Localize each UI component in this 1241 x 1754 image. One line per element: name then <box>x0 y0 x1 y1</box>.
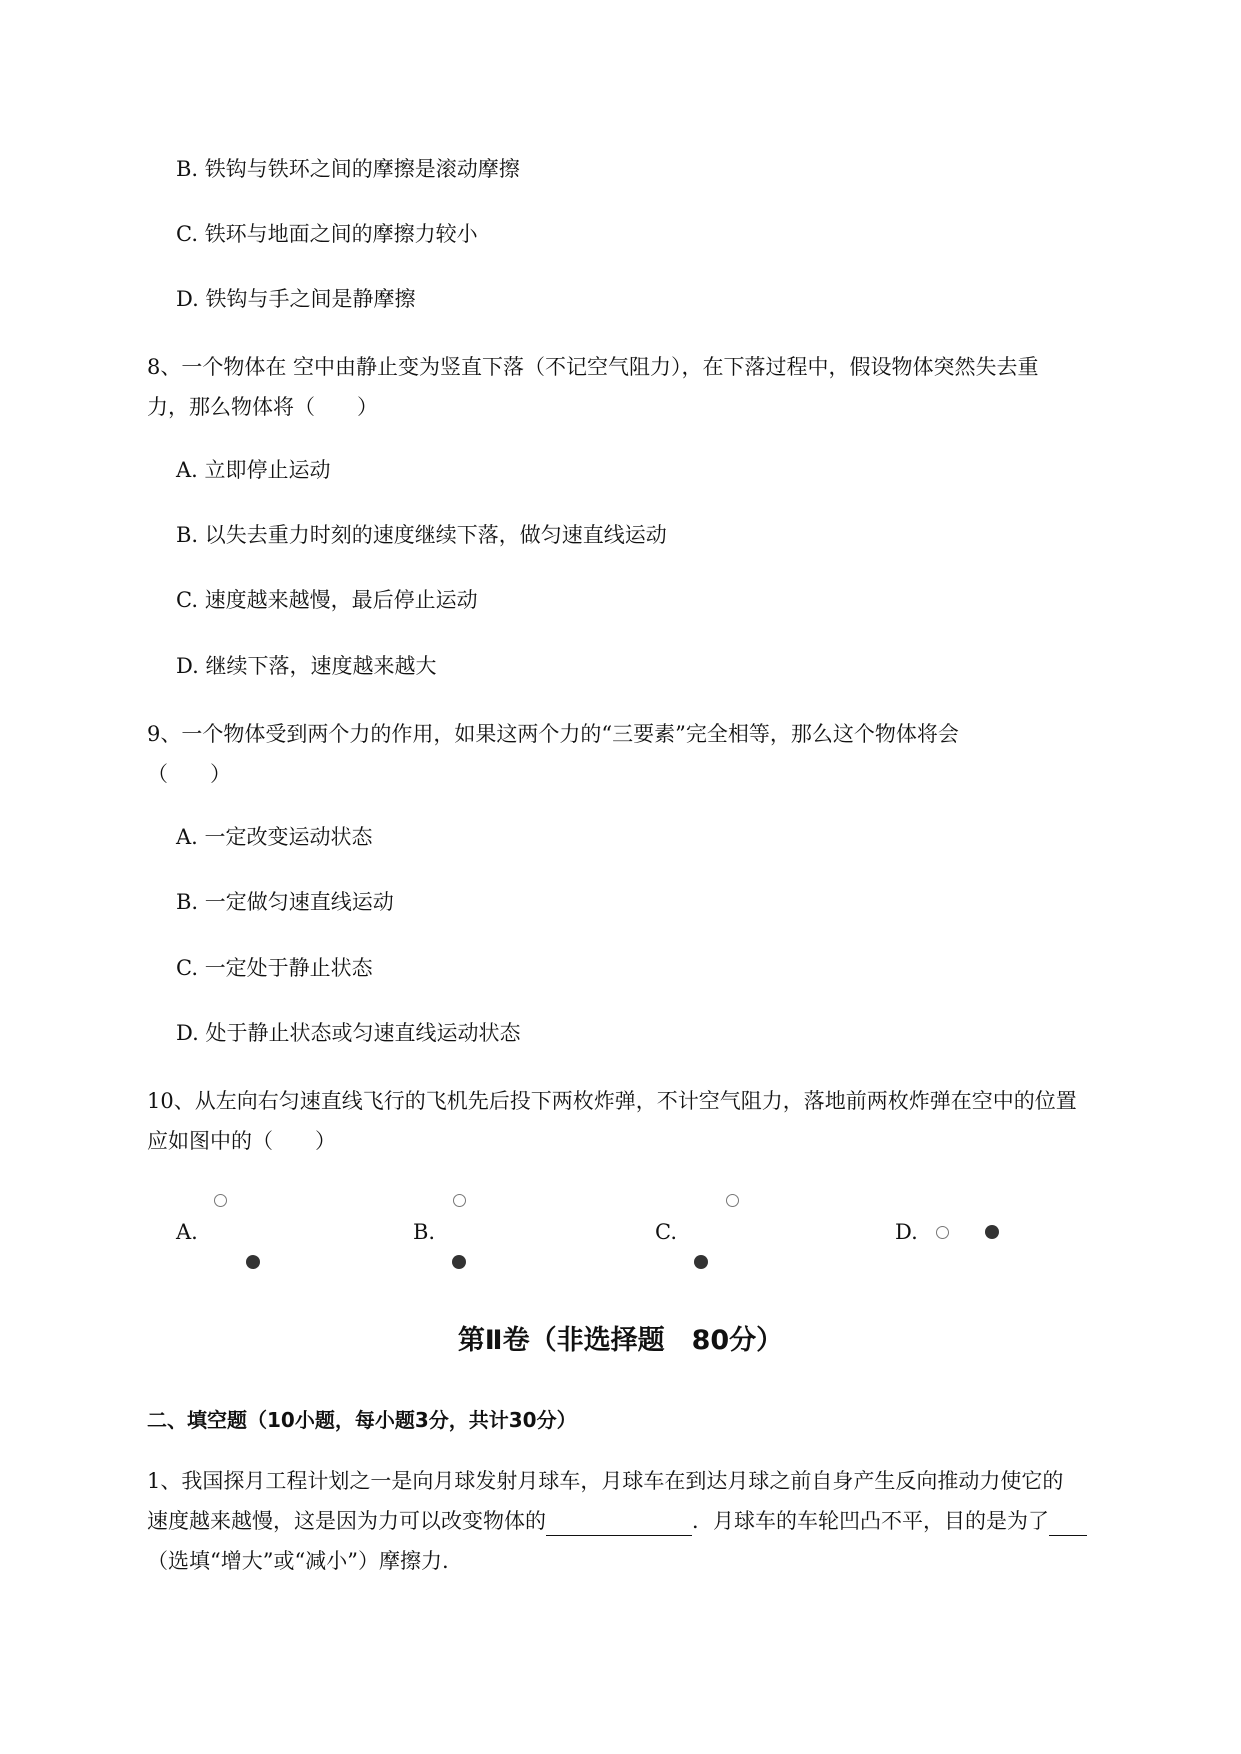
fill1-line1: 1、我国探月工程计划之一是向月球发射月球车，月球车在到达月球之前自身产生反向推动力使它的 <box>147 1469 1064 1493</box>
q10-option-b-label: B. <box>413 1220 436 1244</box>
q9-option-c <box>176 953 373 983</box>
option-text: 处于静止状态或匀速直线运动状态 <box>205 1021 521 1045</box>
bomb-first-dot <box>726 1194 739 1207</box>
option-text: 铁环与地面之间的摩擦力较小 <box>204 222 478 246</box>
option-label: D. <box>176 287 199 311</box>
q8-option-c <box>176 585 478 615</box>
bomb-second-dot <box>246 1255 260 1269</box>
option-text: 铁钩与铁环之间的摩擦是滚动摩擦 <box>204 157 520 181</box>
option-label: C. <box>176 956 198 980</box>
q10-option-a-label: A. <box>176 1220 198 1244</box>
q7-option-d <box>176 284 415 314</box>
bomb-second-dot <box>694 1255 708 1269</box>
answer-blank-1[interactable] <box>546 1511 692 1536</box>
q9-option-a <box>176 822 373 852</box>
q7-option-b <box>176 154 520 184</box>
option-label: B. <box>176 523 199 547</box>
option-text: 一定改变运动状态 <box>204 825 373 849</box>
q8-option-b <box>176 520 667 550</box>
part-title: 第Ⅱ卷（非选择题 80分） <box>457 1325 784 1356</box>
fill1-line2-text-b: ．月球车的车轮凹凸不平，目的是为了 <box>692 1509 1049 1533</box>
option-label: B. <box>176 157 199 181</box>
q9-option-b <box>176 887 394 917</box>
option-text: 立即停止运动 <box>204 458 331 482</box>
fill1-line2 <box>147 1506 1087 1536</box>
option-text: 以失去重力时刻的速度继续下落，做匀速直线运动 <box>204 523 667 547</box>
q8-stem-line1: 8、一个物体在 空中由静止变为竖直下落（不记空气阻力），在下落过程中，假设物体突然失去重 <box>147 355 1039 379</box>
option-label: D. <box>176 1021 199 1045</box>
option-label: B. <box>176 890 199 914</box>
q10-stem-line1: 10、从左向右匀速直线飞行的飞机先后投下两枚炸弹，不计空气阻力，落地前两枚炸弹在空中的位置 <box>147 1089 1077 1113</box>
bomb-first-dot <box>453 1194 466 1207</box>
q9-stem-line1: 9、一个物体受到两个力的作用，如果这两个力的“三要素”完全相等，那么这个物体将会 <box>147 722 959 746</box>
q9-stem-line2: （ ） <box>147 762 231 786</box>
q7-option-c <box>176 219 478 249</box>
fill1-line3: （选填“增大”或“减小”）摩擦力. <box>147 1549 449 1573</box>
q8-stem-line2: 力，那么物体将（ ） <box>147 395 378 419</box>
q10-option-c-label: C. <box>655 1220 677 1244</box>
section-heading: 二、填空题（10小题，每小题3分，共计30分） <box>147 1408 577 1432</box>
q8-option-d <box>176 651 436 681</box>
option-text: 一定做匀速直线运动 <box>204 890 394 914</box>
q10-stem-line2: 应如图中的（ ） <box>147 1129 336 1153</box>
option-label: A. <box>176 458 198 482</box>
bomb-first-dot <box>936 1226 949 1239</box>
fill1-line2-text-a: 速度越来越慢，这是因为力可以改变物体的 <box>147 1509 546 1533</box>
bomb-first-dot <box>214 1194 227 1207</box>
q8-option-a <box>176 455 331 485</box>
option-text: 铁钩与手之间是静摩擦 <box>205 287 416 311</box>
bomb-second-dot <box>985 1225 999 1239</box>
option-text: 继续下落，速度越来越大 <box>205 654 437 678</box>
option-text: 一定处于静止状态 <box>204 956 373 980</box>
q10-option-d-label: D. <box>895 1220 918 1244</box>
option-label: C. <box>176 588 198 612</box>
bomb-second-dot <box>452 1255 466 1269</box>
q9-option-d <box>176 1018 520 1048</box>
option-label: D. <box>176 654 199 678</box>
option-label: A. <box>176 825 198 849</box>
option-text: 速度越来越慢，最后停止运动 <box>204 588 478 612</box>
answer-blank-2[interactable] <box>1049 1511 1087 1536</box>
option-label: C. <box>176 222 198 246</box>
